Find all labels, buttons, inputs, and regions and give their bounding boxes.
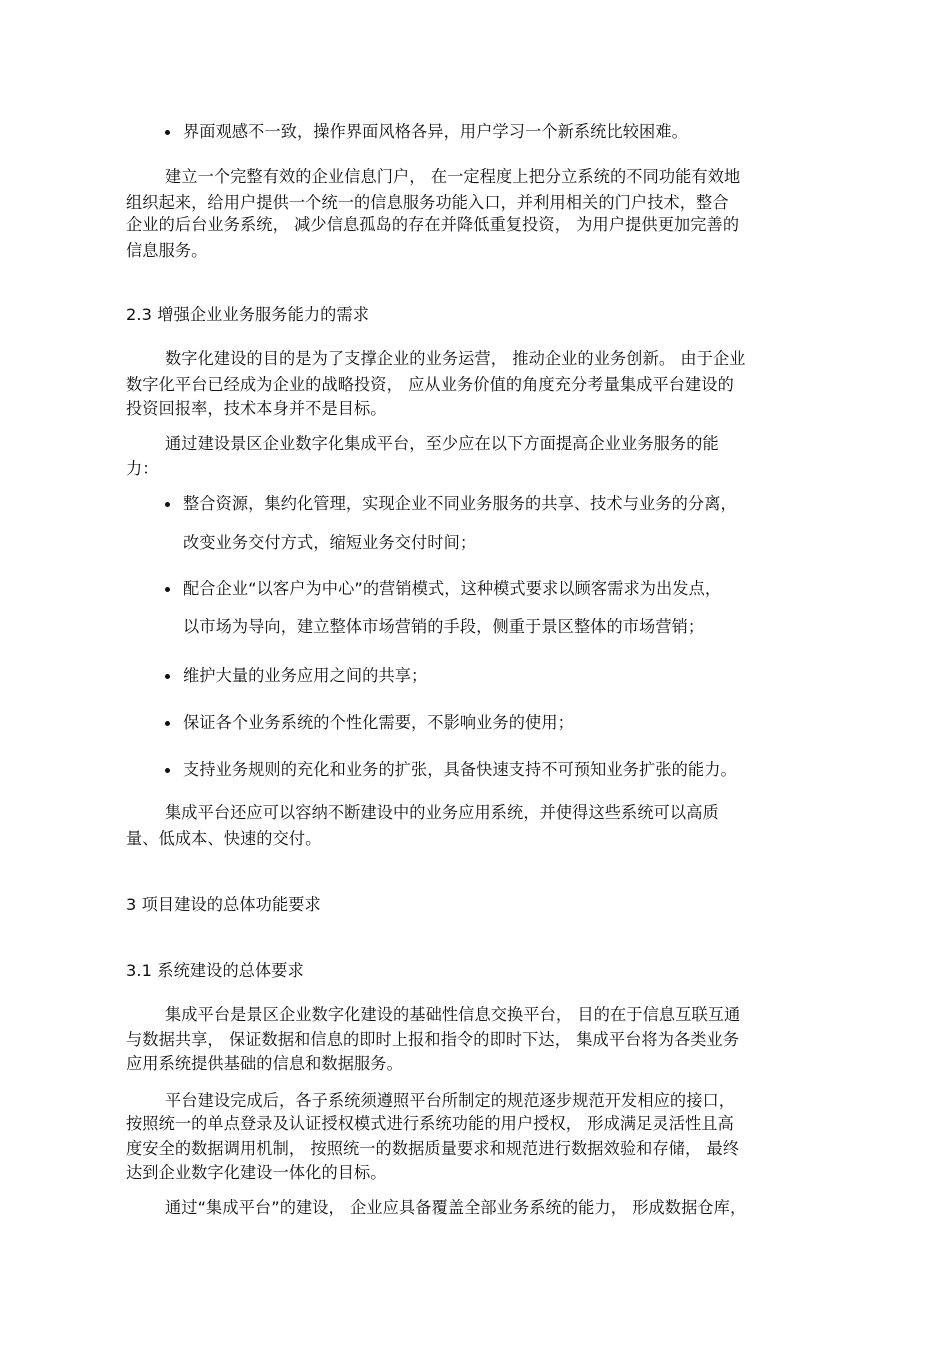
paragraph-line: 数字化建设的目的是为了支撑企业的业务运营， 推动企业的业务创新。 由于企业 bbox=[165, 349, 746, 368]
paragraph-line: 应用系统提供基础的信息和数据服务。 bbox=[126, 1054, 403, 1073]
bullet-dot bbox=[165, 768, 170, 773]
paragraph-line: 企业的后台业务系统， 减少信息孤岛的存在并降低重复投资， 为用户提供更加完善的 bbox=[126, 215, 740, 234]
paragraph-line: 组织起来，给用户提供一个统一的信息服务功能入口，并利用相关的门户技术，整合 bbox=[126, 193, 729, 212]
bullet-dot bbox=[165, 587, 170, 592]
paragraph-line: 达到企业数字化建设一体化的目标。 bbox=[126, 1163, 387, 1182]
paragraph-line: 数字化平台已经成为企业的战略投资， 应从业务价值的角度充分考量集成平台建设的 bbox=[126, 375, 734, 394]
bullet-text: 界面观感不一致，操作界面风格各异，用户学习一个新系统比较困难。 bbox=[183, 122, 688, 141]
paragraph-line: 度安全的数据调用机制， 按照统一的数据质量要求和规范进行数据效验和存储， 最终 bbox=[126, 1139, 740, 1158]
bullet-dot bbox=[165, 130, 170, 135]
bullet-text: 维护大量的业务应用之间的共享； bbox=[183, 666, 428, 685]
bullet-text: 支持业务规则的充化和业务的扩张，具备快速支持不可预知业务扩张的能力。 bbox=[183, 760, 737, 779]
paragraph-line: 信息服务。 bbox=[126, 241, 208, 260]
bullet-dot bbox=[165, 502, 170, 507]
section-heading: 3.1 系统建设的总体要求 bbox=[126, 961, 304, 980]
bullet-text: 配合企业“以客户为中心”的营销模式，这种模式要求以顾客需求为出发点， bbox=[183, 579, 722, 598]
paragraph-line: 力： bbox=[126, 459, 159, 478]
bullet-text: 保证各个业务系统的个性化需要，不影响业务的使用； bbox=[183, 713, 574, 732]
bullet-text: 整合资源，集约化管理，实现企业不同业务服务的共享、技术与业务的分离， bbox=[183, 494, 737, 513]
bullet-text: 改变业务交付方式，缩短业务交付时间； bbox=[183, 533, 477, 552]
bullet-dot bbox=[165, 674, 170, 679]
section-heading: 3 项目建设的总体功能要求 bbox=[126, 895, 321, 914]
bullet-dot bbox=[165, 721, 170, 726]
paragraph-line: 集成平台还应可以容纳不断建设中的业务应用系统，并使得这些系统可以高质 bbox=[165, 803, 719, 822]
paragraph-line: 通过建设景区企业数字化集成平台，至少应在以下方面提高企业业务服务的能 bbox=[165, 434, 719, 453]
bullet-text: 以市场为导向，建立整体市场营销的手段，侧重于景区整体的市场营销； bbox=[183, 617, 705, 636]
paragraph-line: 投资回报率，技术本身并不是目标。 bbox=[126, 399, 387, 418]
paragraph-line: 按照统一的单点登录及认证授权模式进行系统功能的用户授权， 形成满足灵活性且高 bbox=[126, 1114, 734, 1133]
paragraph-line: 平台建设完成后，各子系统须遵照平台所制定的规范逐步规范开发相应的接口， bbox=[165, 1091, 736, 1110]
section-heading: 2.3 增强企业业务服务能力的需求 bbox=[126, 305, 370, 324]
paragraph-line: 量、低成本、快速的交付。 bbox=[126, 829, 322, 848]
paragraph-line: 集成平台是景区企业数字化建设的基础性信息交换平台， 目的在于信息互联互通 bbox=[165, 1005, 741, 1024]
paragraph-line: 与数据共享， 保证数据和信息的即时上报和指令的即时下达， 集成平台将为各类业务 bbox=[126, 1030, 740, 1049]
paragraph-line: 通过“集成平台”的建设， 企业应具备覆盖全部业务系统的能力， 形成数据仓库， bbox=[165, 1198, 747, 1217]
paragraph-line: 建立一个完整有效的企业信息门户， 在一定程度上把分立系统的不同功能有效地 bbox=[165, 167, 741, 186]
